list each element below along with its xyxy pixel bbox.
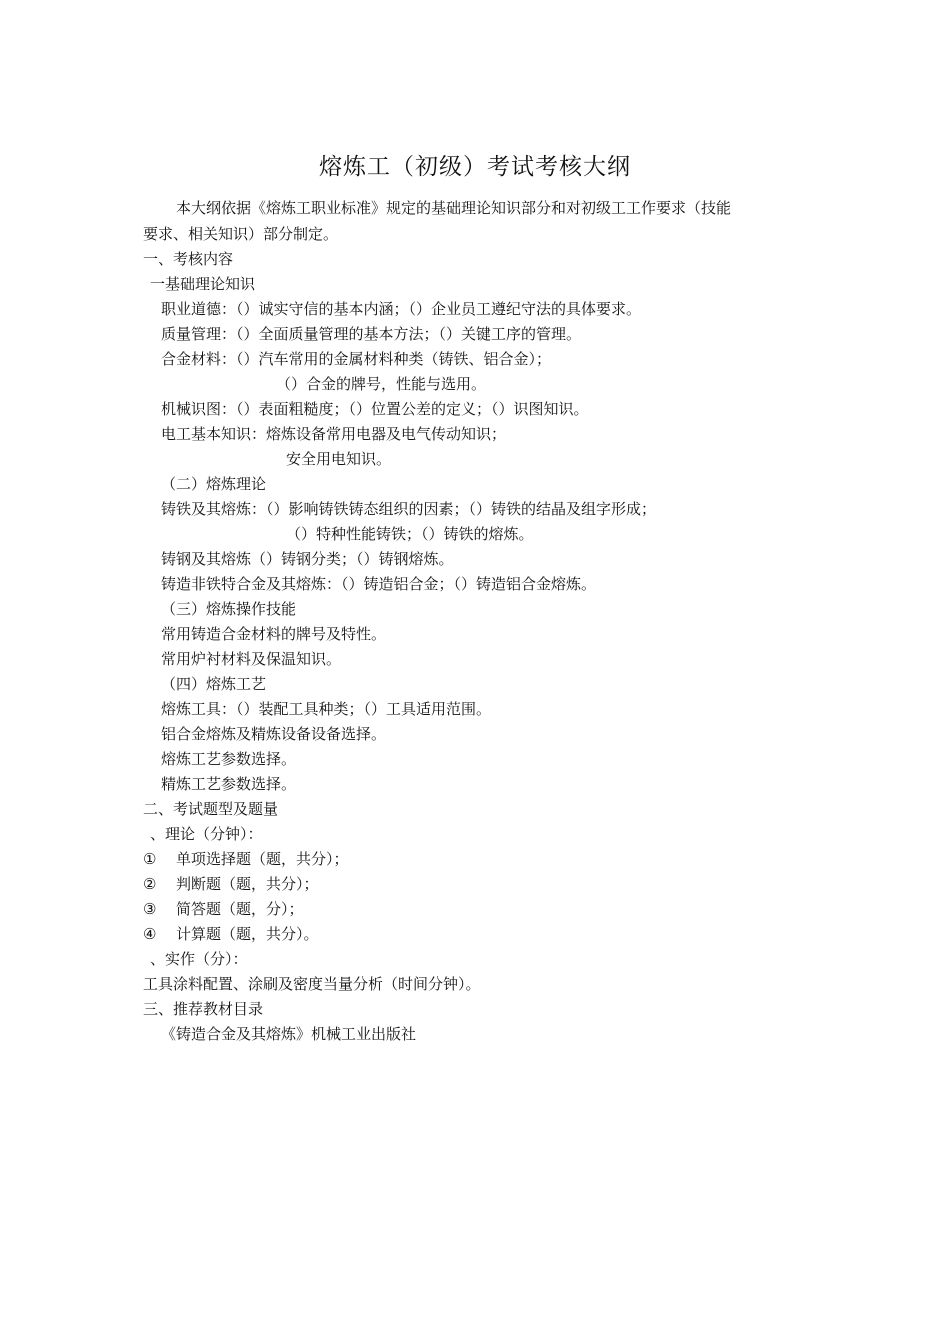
document-title: 熔炼工（初级）考试考核大纲 — [319, 154, 631, 180]
process-item-3: 精炼工艺参数选择。 — [161, 775, 297, 793]
subsection-4-heading: （四）熔炼工艺 — [161, 675, 267, 693]
intro-line-2: 要求、相关知识）部分制定。 — [143, 225, 339, 243]
practice-description: 工具涂料配置、涂刷及密度当量分析（时间分钟）。 — [143, 975, 481, 993]
subsection-3-heading: （三）熔炼操作技能 — [161, 600, 297, 618]
subsection-2-heading: （二）熔炼理论 — [161, 475, 267, 493]
recommended-book: 《铸造合金及其熔炼》机械工业出版社 — [161, 1025, 417, 1043]
alloy-item-2: （）合金的牌号，性能与选用。 — [276, 375, 487, 393]
drawing-item: 机械识图：（）表面粗糙度；（）位置公差的定义；（）识图知识。 — [161, 400, 589, 418]
iron-item-1: 铸铁及其熔炼：（）影响铸铁铸态组织的因素；（）铸铁的结晶及组字形成； — [161, 500, 657, 518]
question-type-4-marker: ④ — [143, 925, 157, 943]
section-3-heading: 三、推荐教材目录 — [143, 1000, 264, 1018]
alloy-item-1: 合金材料：（）汽车常用的金属材料种类（铸铁、铝合金）； — [161, 350, 552, 368]
question-type-1: 单项选择题（题，共分）； — [176, 850, 349, 868]
question-type-2: 判断题（题，共分）； — [176, 875, 319, 893]
intro-line-1: 本大纲依据《熔炼工职业标准》规定的基础理论知识部分和对初级工工作要求（技能 — [176, 199, 732, 217]
tools-item: 熔炼工具：（）装配工具种类；（）工具适用范围。 — [161, 700, 492, 718]
steel-item: 铸钢及其熔炼（）铸钢分类；（）铸钢熔炼。 — [161, 550, 454, 568]
theory-heading: 、理论（分钟）： — [150, 825, 263, 843]
quality-item: 质量管理：（）全面质量管理的基本方法；（）关键工序的管理。 — [161, 325, 582, 343]
subsection-1-heading: 一基础理论知识 — [150, 275, 256, 293]
question-type-1-marker: ① — [143, 850, 157, 868]
skill-item-2: 常用炉衬材料及保温知识。 — [161, 650, 342, 668]
section-2-heading: 二、考试题型及题量 — [143, 800, 279, 818]
electric-item-2: 安全用电知识。 — [286, 450, 392, 468]
process-item-2: 熔炼工艺参数选择。 — [161, 750, 297, 768]
process-item-1: 铝合金熔炼及精炼设备设备选择。 — [161, 725, 387, 743]
practice-heading: 、实作（分）： — [150, 950, 248, 968]
section-1-heading: 一、考核内容 — [143, 250, 234, 268]
question-type-2-marker: ② — [143, 875, 157, 893]
question-type-4: 计算题（题，共分）。 — [176, 925, 319, 943]
ethics-item: 职业道德：（）诚实守信的基本内涵；（）企业员工遵纪守法的具体要求。 — [161, 300, 642, 318]
nonferrous-item: 铸造非铁特合金及其熔炼：（）铸造铝合金；（）铸造铝合金熔炼。 — [161, 575, 597, 593]
electric-item-1: 电工基本知识：熔炼设备常用电器及电气传动知识； — [161, 425, 507, 443]
iron-item-2: （）特种性能铸铁；（）铸铁的熔炼。 — [286, 525, 534, 543]
skill-item-1: 常用铸造合金材料的牌号及特性。 — [161, 625, 387, 643]
question-type-3: 简答题（题，分）； — [176, 900, 304, 918]
question-type-3-marker: ③ — [143, 900, 157, 918]
